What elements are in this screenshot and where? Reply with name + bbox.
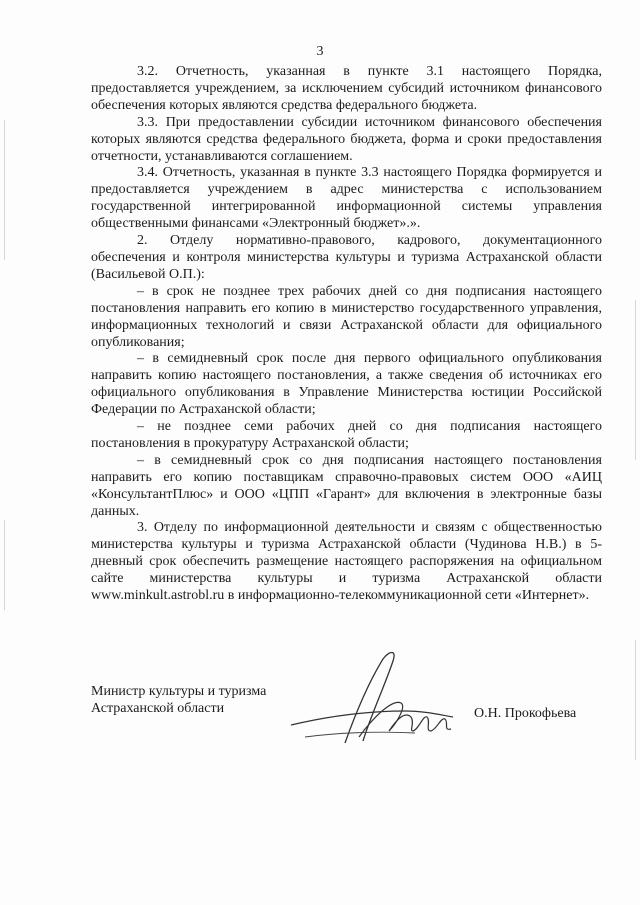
- signature-position: [91, 683, 266, 717]
- scan-edge-mark: [635, 300, 636, 460]
- signatory-name: О.Н. Прокофьева: [474, 706, 577, 721]
- page-number: 3: [316, 44, 324, 59]
- list-item-publication: – в срок не позднее трех рабочих дней со дня подписания настоящего постановления направить его копию в министерство государственного управления, информационных технологий и связи Астраханской области для официального опубликования;: [91, 283, 602, 350]
- paragraph-3-2: 3.2. Отчетность, указанная в пункте 3.1 настоящего Порядка, предоставляется учреждением, за исключением субсидий источником финансового обеспечения которых являются средства федерального бюджета.: [91, 64, 602, 113]
- document-body: [91, 64, 602, 605]
- paragraph-3-3: 3.3. При предоставлении субсидии источником финансового обеспечения которых являются средства федерального бюджета, форма и сроки предоставления отчетности, устанавливаются соглашением.: [91, 114, 602, 164]
- paragraph-3-4: 3.4. Отчетность, указанная в пункте 3.3 настоящего Порядка формируется и предоставляется учреждением в адрес министерства с использованием государственной интегрированной информационной системы управления общественными финансами «Электронный бюджет».».: [91, 165, 602, 232]
- paragraph-3: 3. Отделу по информационной деятельности и связям с общественностью министерства культуры и туризма Астраханской области (Чудинова Н.В.) в 5-дневный срок обеспечить размещение настоящего распоряжения на официальном сайте министерства культуры и туризма Астраханской области www.minkult.astrobl.ru в информационно-телекоммуникационной сети «Интернет».: [91, 520, 602, 604]
- list-item-legal-systems: – в семидневный срок со дня подписания настоящего постановления направить его копию поставщикам справочно-правовых систем ООО «АИЦ «КонсультантПлюс» и ООО «ЦПП «Гарант» для включения в электронные базы данных.: [91, 452, 602, 519]
- scan-edge-mark: [4, 120, 5, 260]
- signature-position-line2: Астраханской области: [91, 701, 225, 716]
- signature-position-line1: Министр культуры и туризма: [91, 684, 267, 699]
- handwritten-signature: [285, 645, 475, 755]
- list-item-justice-ministry: – в семидневный срок после дня первого официального опубликования направить копию настоящего постановления, а также сведения об источниках его официального опубликования в Управление Министерства юстиции Российской Федерации по Астраханской области;: [91, 351, 602, 418]
- scan-edge-mark: [635, 640, 636, 760]
- scan-edge-mark: [4, 520, 5, 610]
- paragraph-2: 2. Отделу нормативно-правового, кадрового, документационного обеспечения и контроля министерства культуры и туризма Астраханской области (Васильевой О.П.):: [91, 233, 602, 282]
- list-item-prosecutor: – не позднее семи рабочих дней со дня подписания настоящего постановления в прокуратуру Астраханской области;: [91, 419, 602, 451]
